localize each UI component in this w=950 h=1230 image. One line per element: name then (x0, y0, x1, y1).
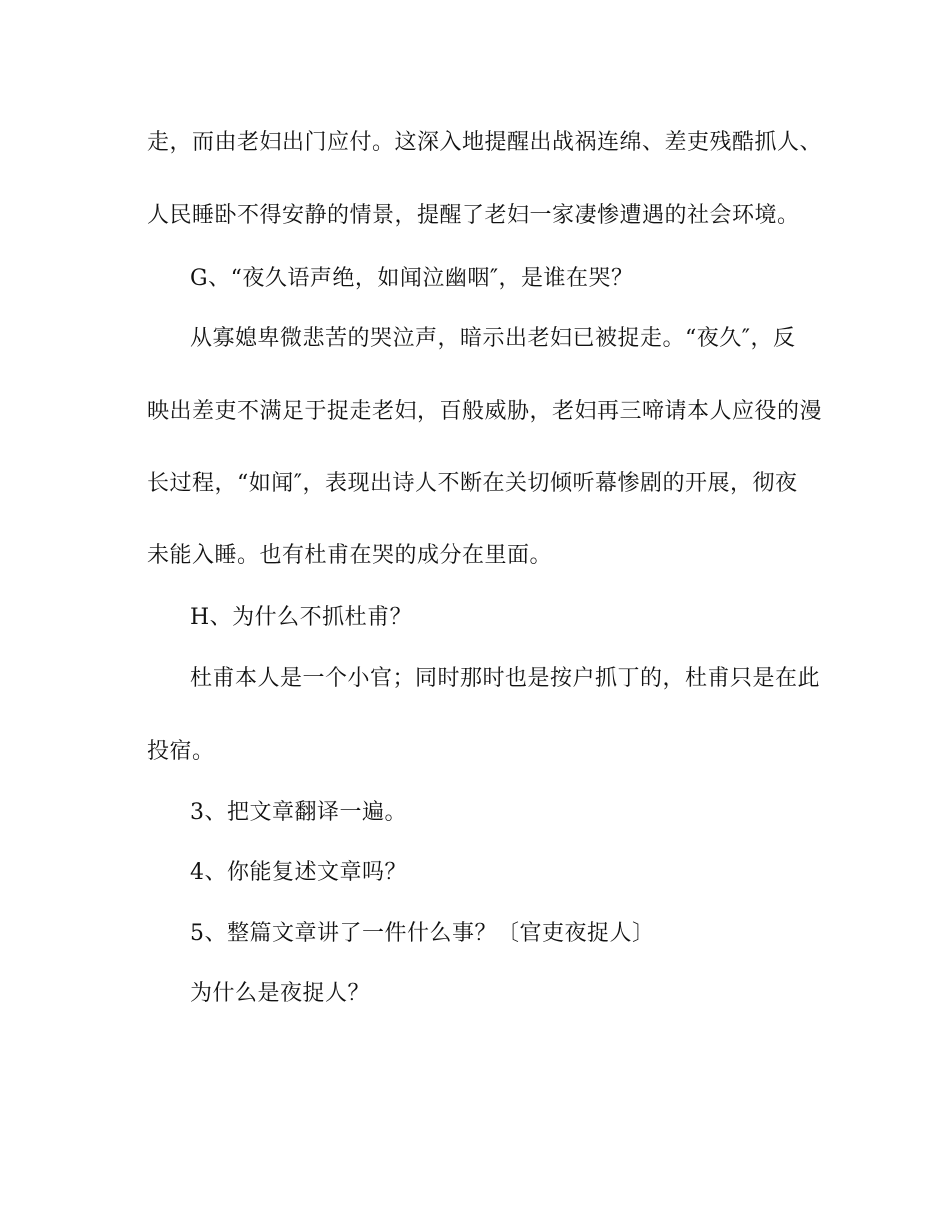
question-g: G、“夜久语声绝，如闻泣幽咽″，是谁在哭？ (190, 266, 634, 291)
paragraph-line: 走，而由老妇出门应付。这深入地提醒出战祸连绵、差吏残酷抓人、 (147, 130, 823, 155)
follow-up-question: 为什么是夜捉人？ (190, 981, 371, 1006)
paragraph-line: 从寡媳卑微悲苦的哭泣声，暗示出老妇已被捉走。“夜久″，反 (190, 326, 796, 351)
paragraph-line: 人民睡卧不得安静的情景，提醒了老妇一家凄惨遭遇的社会环境。 (147, 203, 800, 228)
list-item-3: 3、把文章翻译一遍。 (190, 800, 407, 825)
paragraph-line: 长过程，“如闻″，表现出诗人不断在关切倾听幕惨剧的开展，彻夜 (147, 471, 798, 496)
list-item-5: 5、整篇文章讲了一件什么事？〔官吏夜捉人〕 (190, 921, 655, 946)
paragraph-line: 投宿。 (147, 739, 215, 764)
paragraph-line: 杜甫本人是一个小官；同时那时也是按户抓丁的，杜甫只是在此 (190, 666, 821, 691)
question-h: H、为什么不抓杜甫？ (190, 605, 413, 630)
paragraph-line: 未能入睡。也有杜甫在哭的成分在里面。 (147, 543, 553, 568)
list-item-4: 4、你能复述文章吗？ (190, 860, 407, 885)
paragraph-line: 映出差吏不满足于捉走老妇，百般威胁，老妇再三啼请本人应役的漫 (147, 399, 823, 424)
